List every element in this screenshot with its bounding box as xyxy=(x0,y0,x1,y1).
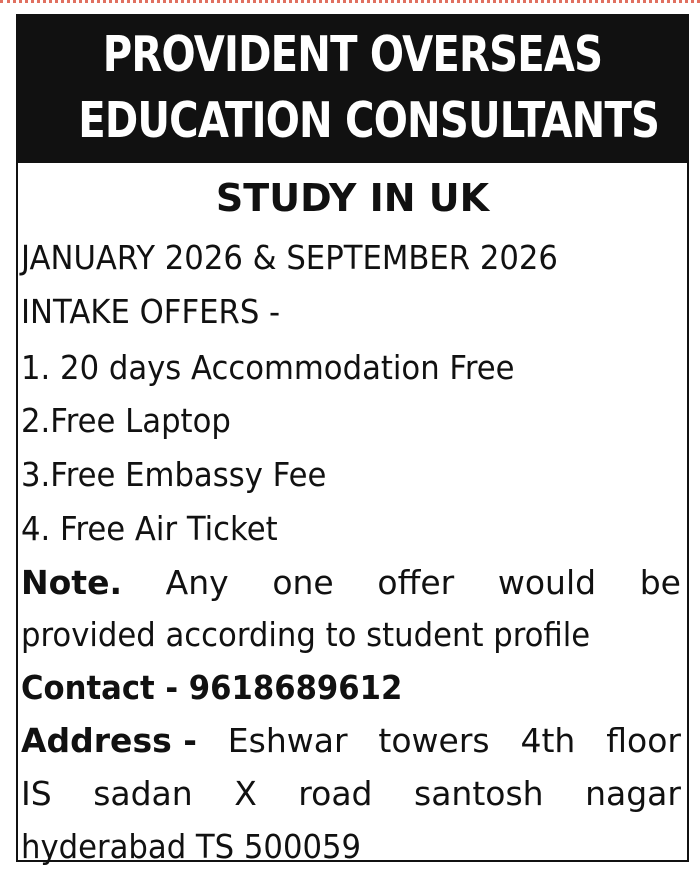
address-word: 4th xyxy=(520,721,576,760)
note-word: would xyxy=(497,563,597,602)
ad-header xyxy=(18,16,687,163)
address-line-2 xyxy=(21,774,681,813)
offer-item: 1. 20 days Accommodation Free xyxy=(21,348,515,387)
note-word: offer xyxy=(377,563,455,602)
address-word: nagar xyxy=(585,774,681,813)
advertisement-box xyxy=(16,14,689,866)
intake-months: JANUARY 2026 & SEPTEMBER 2026 xyxy=(21,238,558,277)
offer-item: 3.Free Embassy Fee xyxy=(21,455,327,494)
address-word: floor xyxy=(606,721,681,760)
address-word: X xyxy=(234,774,257,813)
contact-line: Contact - 9618689612 xyxy=(21,668,403,707)
address-word: Eshwar xyxy=(227,721,348,760)
address-word: santosh xyxy=(414,774,544,813)
offer-item: 2.Free Laptop xyxy=(21,401,231,440)
ad-title: STUDY IN UK xyxy=(215,176,490,220)
address-label: Address - xyxy=(21,721,197,760)
address-line-3: hyderabad TS 500059 xyxy=(21,827,362,866)
address-word: towers xyxy=(378,721,490,760)
top-dotted-rule xyxy=(0,0,700,3)
address-word: sadan xyxy=(93,774,193,813)
note-word: one xyxy=(272,563,334,602)
company-name-line-1: PROVIDENT OVERSEAS xyxy=(102,26,603,83)
note-word: be xyxy=(639,563,681,602)
note-label: Note. xyxy=(21,563,122,602)
address-word: IS xyxy=(21,774,52,813)
offer-item: 4. Free Air Ticket xyxy=(21,509,278,548)
note-word: Any xyxy=(165,563,229,602)
company-name-line-2: EDUCATION CONSULTANTS xyxy=(78,92,660,149)
note-line-1 xyxy=(21,563,681,602)
address-word: road xyxy=(298,774,373,813)
address-line-1 xyxy=(21,721,681,760)
intake-offers-label: INTAKE OFFERS - xyxy=(21,292,281,331)
note-line-2: provided according to student profile xyxy=(21,615,591,654)
